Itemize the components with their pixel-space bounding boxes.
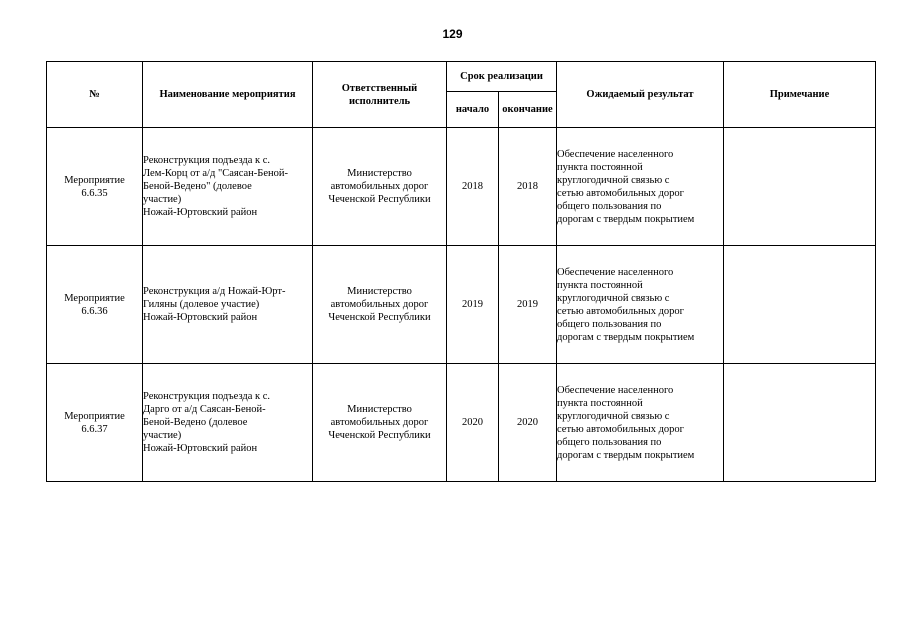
cell-note — [724, 364, 876, 482]
table-header — [47, 62, 876, 128]
cell-start: 2019 — [447, 246, 499, 364]
activity-label: Мероприятие — [64, 292, 125, 304]
cell-result: Обеспечение населенного пункта постоянной круглогодичной связью с сетью автомобильных дорог общего пользования по дорогам с твердым покрытием — [557, 128, 724, 246]
activity-code: 6.6.36 — [81, 305, 108, 317]
table-row — [47, 246, 876, 364]
cell-end: 2020 — [499, 364, 557, 482]
activity-label: Мероприятие — [64, 174, 125, 186]
page-number: 129 — [442, 27, 463, 41]
cell-number — [47, 246, 143, 364]
cell-executor: Министерство автомобильных дорог Чеченской Республики — [313, 246, 447, 364]
header-start: начало — [447, 92, 499, 128]
activity-label: Мероприятие — [64, 410, 125, 422]
cell-result: Обеспечение населенного пункта постоянной круглогодичной связью с сетью автомобильных дорог общего пользования по дорогам с твердым покрытием — [557, 246, 724, 364]
table-body — [47, 128, 876, 482]
header-note: Примечание — [724, 62, 876, 128]
cell-name: Реконструкция подъезда к с. Лем-Корц от а/д "Саясан-Беной- Беной-Ведено" (долевое участие) Ножай-Юртовский район — [143, 128, 313, 246]
header-name: Наименование мероприятия — [143, 62, 313, 128]
cell-start: 2018 — [447, 128, 499, 246]
cell-start: 2020 — [447, 364, 499, 482]
cell-number — [47, 364, 143, 482]
header-result: Ожидаемый результат — [557, 62, 724, 128]
cell-note — [724, 246, 876, 364]
cell-end: 2019 — [499, 246, 557, 364]
cell-executor: Министерство автомобильных дорог Чеченской Республики — [313, 128, 447, 246]
cell-number — [47, 128, 143, 246]
cell-executor: Министерство автомобильных дорог Чеченской Республики — [313, 364, 447, 482]
table-row — [47, 364, 876, 482]
activity-code: 6.6.35 — [81, 187, 108, 199]
header-end: окончание — [499, 92, 557, 128]
activity-code: 6.6.37 — [81, 423, 108, 435]
cell-name: Реконструкция подъезда к с. Дарго от а/д Саясан-Беной- Беной-Ведено (долевое участие) Ножай-Юртовский район — [143, 364, 313, 482]
header-period: Срок реализации — [447, 62, 557, 92]
cell-name: Реконструкция а/д Ножай-Юрт- Гиляны (долевое участие) Ножай-Юртовский район — [143, 246, 313, 364]
activities-table — [46, 61, 876, 482]
table-row — [47, 128, 876, 246]
cell-note — [724, 128, 876, 246]
cell-result: Обеспечение населенного пункта постоянной круглогодичной связью с сетью автомобильных дорог общего пользования по дорогам с твердым покрытием — [557, 364, 724, 482]
header-number: № — [47, 62, 143, 128]
cell-end: 2018 — [499, 128, 557, 246]
header-executor: Ответственный исполнитель — [313, 62, 447, 128]
